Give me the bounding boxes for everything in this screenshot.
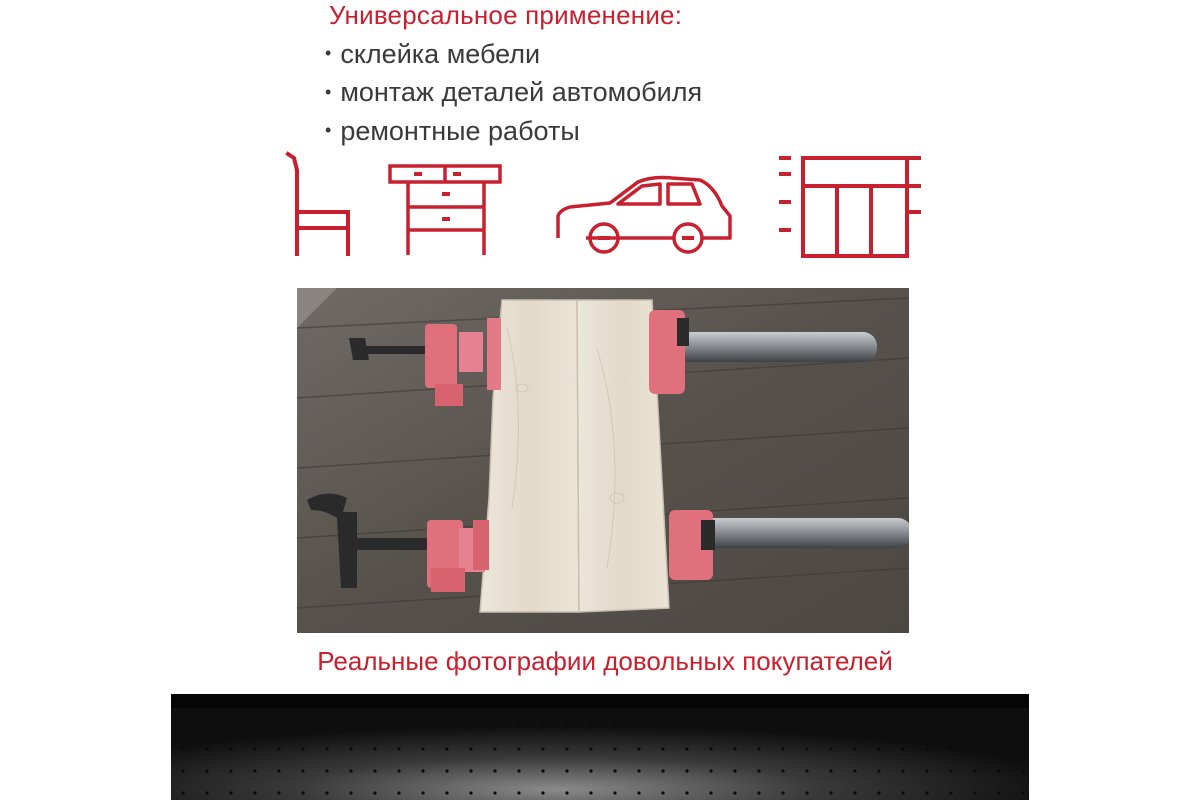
car-icon	[552, 172, 736, 260]
usage-item-label: монтаж деталей автомобиля	[340, 77, 703, 108]
decorative-dark-panel	[171, 694, 1029, 800]
usage-item-label: ремонтные работы	[340, 115, 580, 146]
chest-of-drawers-icon	[387, 163, 503, 259]
chair-icon	[284, 150, 356, 260]
photo-caption: Реальные фотографии довольных покупателей	[317, 646, 893, 676]
usage-list	[325, 36, 702, 151]
bullet-icon: •	[325, 43, 332, 64]
list-item	[325, 74, 702, 112]
customer-photo	[297, 288, 909, 633]
bullet-icon: •	[325, 120, 332, 141]
list-item	[325, 113, 702, 151]
usage-heading: Универсальное применение:	[329, 0, 683, 30]
cabinet-icon	[775, 150, 925, 260]
bullet-icon: •	[325, 81, 332, 102]
usage-item-label: склейка мебели	[340, 39, 541, 69]
list-item	[325, 36, 702, 74]
